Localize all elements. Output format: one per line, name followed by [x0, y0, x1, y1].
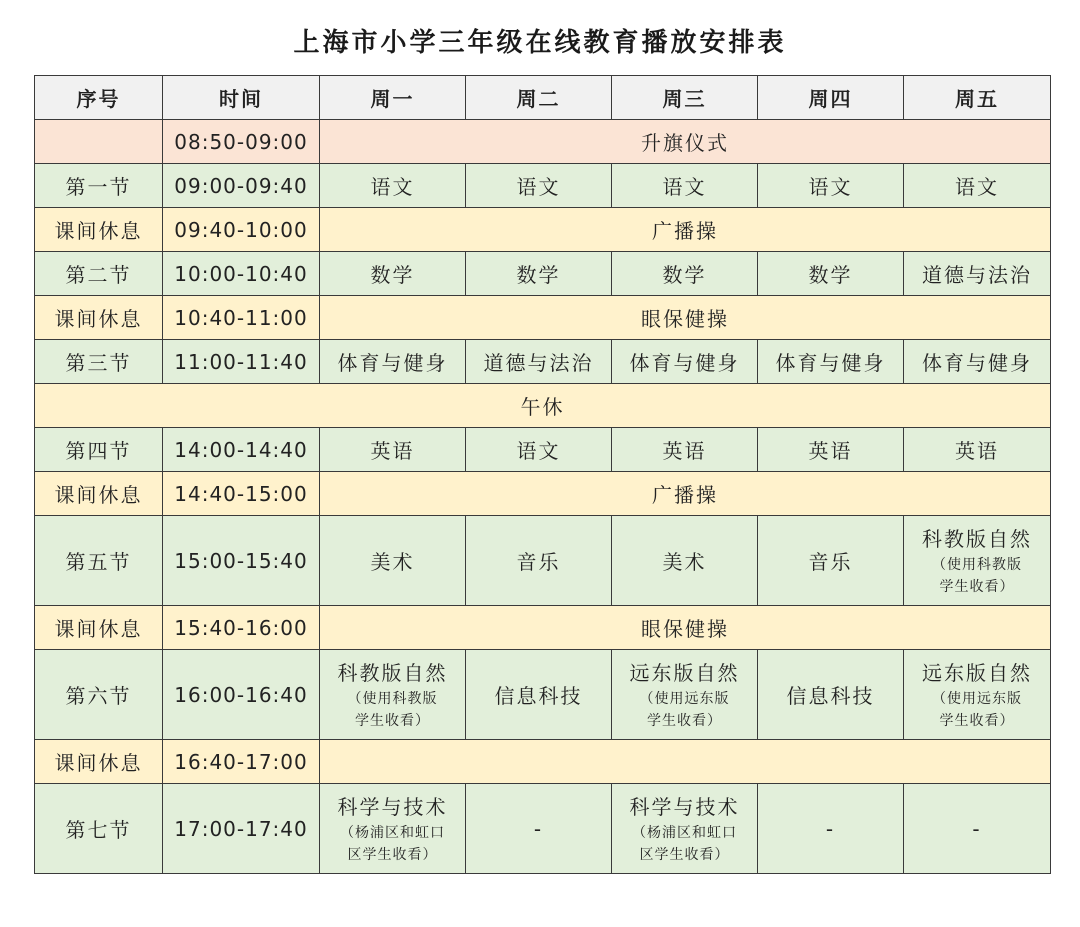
- course-note: 区学生收看）: [347, 846, 438, 863]
- tue-cell: 道德与法治: [466, 340, 612, 384]
- mon-cell: 英语: [320, 428, 466, 472]
- time-cell: 10:40-11:00: [163, 296, 320, 340]
- time-cell: 09:40-10:00: [163, 208, 320, 252]
- wed-cell: 美术: [612, 516, 758, 606]
- fri-cell: 英语: [904, 428, 1051, 472]
- activity-cell: 广播操: [320, 208, 1051, 252]
- table-row: [35, 516, 1051, 606]
- tue-cell: 音乐: [466, 516, 612, 606]
- tue-cell: 语文: [466, 428, 612, 472]
- thu-cell: -: [758, 784, 904, 874]
- activity-cell: 眼保健操: [320, 296, 1051, 340]
- course-note: 学生收看）: [939, 578, 1015, 595]
- time-cell: 15:00-15:40: [163, 516, 320, 606]
- seq-cell: 第七节: [35, 784, 163, 874]
- time-cell: 16:00-16:40: [163, 650, 320, 740]
- thu-cell: 英语: [758, 428, 904, 472]
- thu-cell: 语文: [758, 164, 904, 208]
- table-row: [35, 296, 1051, 340]
- time-cell: 17:00-17:40: [163, 784, 320, 874]
- time-cell: 08:50-09:00: [163, 120, 320, 164]
- seq-cell: 课间休息: [35, 296, 163, 340]
- fri-cell: 体育与健身: [904, 340, 1051, 384]
- fri-cell: 道德与法治: [904, 252, 1051, 296]
- mon-cell: [320, 650, 466, 740]
- fri-cell: -: [904, 784, 1051, 874]
- seq-cell: 第一节: [35, 164, 163, 208]
- time-cell: 16:40-17:00: [163, 740, 320, 784]
- fri-cell: [904, 516, 1051, 606]
- page-title: 上海市小学三年级在线教育播放安排表: [293, 28, 787, 58]
- header-mon: 周一: [320, 76, 466, 120]
- course-name: 科学与技术: [337, 794, 448, 819]
- seq-cell: 第六节: [35, 650, 163, 740]
- mon-cell: [320, 784, 466, 874]
- header-thu: 周四: [758, 76, 904, 120]
- activity-cell: [320, 740, 1051, 784]
- header-seq: 序号: [35, 76, 163, 120]
- header-row: [35, 76, 1051, 120]
- seq-cell: 课间休息: [35, 208, 163, 252]
- table-row: [35, 606, 1051, 650]
- course-note: （杨浦区和虹口: [340, 824, 445, 841]
- time-cell: 10:00-10:40: [163, 252, 320, 296]
- seq-cell: 课间休息: [35, 740, 163, 784]
- wed-cell: 语文: [612, 164, 758, 208]
- fri-cell: [904, 650, 1051, 740]
- table-row: [35, 208, 1051, 252]
- mon-cell: 语文: [320, 164, 466, 208]
- wed-cell: [612, 784, 758, 874]
- schedule-table: [34, 75, 1051, 874]
- tue-cell: -: [466, 784, 612, 874]
- course-name: 科教版自然: [337, 660, 448, 685]
- table-row: [35, 340, 1051, 384]
- course-note: （使用科教版: [347, 690, 438, 707]
- course-note: 学生收看）: [355, 712, 430, 729]
- table-row: [35, 650, 1051, 740]
- table-row: [35, 252, 1051, 296]
- header-tue: 周二: [466, 76, 612, 120]
- wed-cell: 体育与健身: [612, 340, 758, 384]
- seq-cell: 课间休息: [35, 472, 163, 516]
- thu-cell: 体育与健身: [758, 340, 904, 384]
- mon-cell: 数学: [320, 252, 466, 296]
- activity-cell: 广播操: [320, 472, 1051, 516]
- course-note: （杨浦区和虹口: [632, 824, 737, 841]
- course-name: 远东版自然: [629, 660, 740, 685]
- course-note: 学生收看）: [647, 712, 722, 729]
- course-note: （使用科教版: [932, 556, 1022, 573]
- course-name: 科学与技术: [629, 794, 740, 819]
- mon-cell: 体育与健身: [320, 340, 466, 384]
- course-note: 学生收看）: [939, 712, 1015, 729]
- tue-cell: 数学: [466, 252, 612, 296]
- seq-cell: 第三节: [35, 340, 163, 384]
- time-cell: 15:40-16:00: [163, 606, 320, 650]
- wed-cell: 英语: [612, 428, 758, 472]
- table-row: [35, 428, 1051, 472]
- seq-cell: 第二节: [35, 252, 163, 296]
- table-row: [35, 472, 1051, 516]
- thu-cell: 信息科技: [758, 650, 904, 740]
- time-cell: 14:40-15:00: [163, 472, 320, 516]
- thu-cell: 音乐: [758, 516, 904, 606]
- header-fri: 周五: [904, 76, 1051, 120]
- wed-cell: [612, 650, 758, 740]
- header-wed: 周三: [612, 76, 758, 120]
- time-cell: 09:00-09:40: [163, 164, 320, 208]
- wed-cell: 数学: [612, 252, 758, 296]
- tue-cell: 语文: [466, 164, 612, 208]
- tue-cell: 信息科技: [466, 650, 612, 740]
- seq-cell: 第四节: [35, 428, 163, 472]
- time-cell: 14:00-14:40: [163, 428, 320, 472]
- table-row: [35, 120, 1051, 164]
- time-cell: 11:00-11:40: [163, 340, 320, 384]
- table-row: [35, 784, 1051, 874]
- table-row: [35, 164, 1051, 208]
- header-time: 时间: [163, 76, 320, 120]
- seq-cell: 第五节: [35, 516, 163, 606]
- seq-cell: 课间休息: [35, 606, 163, 650]
- fri-cell: 语文: [904, 164, 1051, 208]
- course-note: （使用远东版: [932, 690, 1022, 707]
- thu-cell: 数学: [758, 252, 904, 296]
- course-note: （使用远东版: [639, 690, 730, 707]
- lunch-break-cell: 午休: [35, 384, 1051, 428]
- seq-cell: [35, 120, 163, 164]
- activity-cell: 升旗仪式: [320, 120, 1051, 164]
- table-row: [35, 740, 1051, 784]
- mon-cell: 美术: [320, 516, 466, 606]
- course-name: 远东版自然: [922, 660, 1032, 685]
- course-name: 科教版自然: [922, 526, 1032, 551]
- table-row: [35, 384, 1051, 428]
- activity-cell: 眼保健操: [320, 606, 1051, 650]
- course-note: 区学生收看）: [639, 846, 730, 863]
